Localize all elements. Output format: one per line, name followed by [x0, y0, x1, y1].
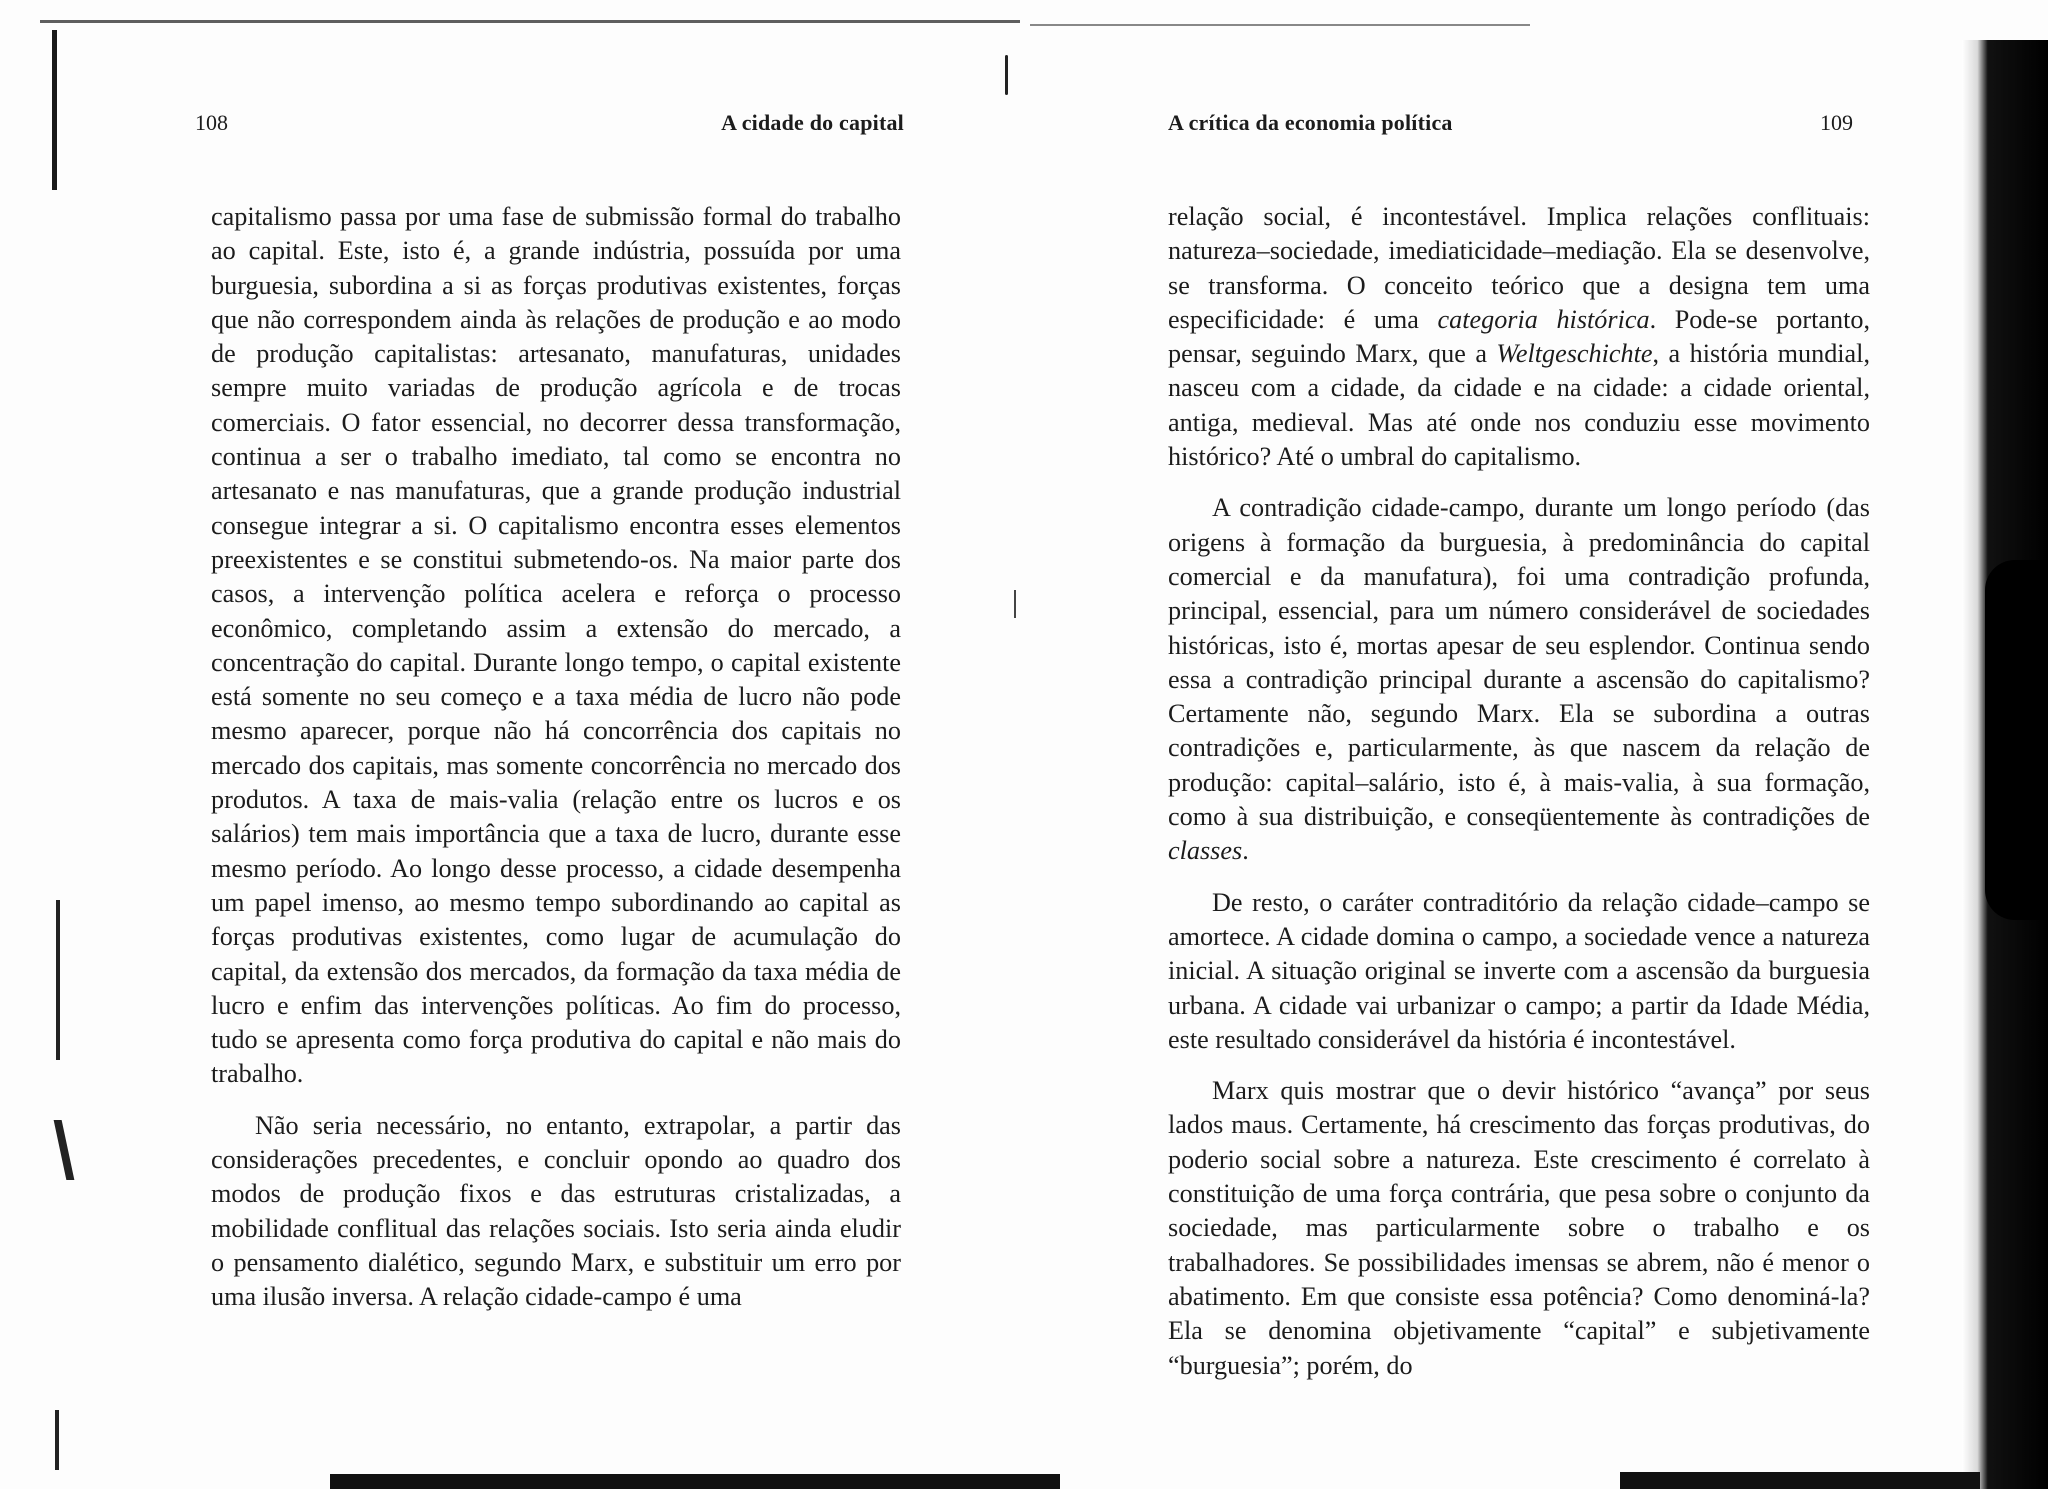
paragraph: [1168, 200, 1870, 474]
body-text: [211, 200, 901, 1315]
text-run: , a história mundial, nasceu com a cidade, da cidade e na cidade: a cidade oriental, antiga, medieval. Mas até onde nos conduziu esse movimento histórico? Até o umbral do capitalismo.: [1168, 339, 1871, 472]
running-head: A crítica da economia política: [1168, 110, 1453, 135]
text-run: relação social, é incontestável. Implica relações conflituais: natureza–sociedade, imediaticidade–mediação. Ela se desenvolve, se transforma. O conceito teórico que a designa tem uma especificidade: é uma: [1168, 202, 1870, 334]
left-page: [0, 0, 1010, 1489]
text-run: . Pode-se portanto, pensar, seguindo Marx, que a: [1168, 304, 1870, 369]
paragraph: De resto, o caráter contraditório da relação cidade–campo se amortece. A cidade domina o campo, a sociedade vence a natureza inicial. A situação original se inverte com a ascensão da burguesia urbana. A cidade vai urbanizar o campo; a partir da Idade Média, este resultado considerável da história é incontestável.: [1168, 887, 1870, 1054]
paragraph: Marx quis mostrar que o devir histórico “avança” por seus lados maus. Certamente, há crescimento das forças produtivas, do poderio social sobre a natureza. Este crescimento é correlato à constituição de uma força contrária, que pesa sobre o conjunto da sociedade, mas particularmente sobre o trabalho e os trabalhadores. Se possibilidades imensas se abrem, não é menor o abatimento. Em que consiste essa potência? Como denominá-la? Ela se denomina objetivamente “capital” e subjetivamente “burguesia”; porém, do: [1168, 1076, 1870, 1380]
right-page: [1010, 0, 2048, 1489]
paragraph: [1168, 491, 1870, 868]
page-number: 109: [1820, 110, 1853, 135]
text-run: .: [1242, 836, 1249, 866]
paragraph: capitalismo passa por uma fase de submissão formal do trabalho ao capital. Este, isto é, a grande indústria, possuída por uma burguesia, subordina a si as forças produtivas existentes, forças que não correspondem ainda às relações de produção e ao modo de produção capitalistas: artesanato, manufaturas, unidades sempre muito variadas de produção agrícola e de trocas comerciais. O fator essencial, no decorrer dessa transformação, continua a ser o trabalho imediato, tal como se encontra no artesanato e nas manufaturas, que a grande produção industrial consegue integrar a si. O capitalismo encontra esses elementos preexistentes e se constitui submetendo-os. Na maior parte dos casos, a intervenção política acelera e reforça o processo econômico, completando assim a extensão do mercado, a concentração do capital. Durante longo tempo, o capital existente está somente no seu começo e a taxa média de lucro não pode mesmo aparecer, porque não há concorrência dos capitais no mercado dos capitais, mas somente concorrência no mercado dos produtos. A taxa de mais-valia (relação entre os lucros e os salários) tem mais importância que a taxa de lucro, durante esse mesmo período. Ao longo desse processo, a cidade desempenha um papel imenso, ao mesmo tempo subordinando ao capital as forças produtivas existentes, como lugar de acumulação do capital, da extensão dos mercados, da formação da taxa média de lucro e enfim das intervenções políticas. Ao fim do processo, tudo se apresenta como força produtiva do capital e não mais do trabalho.: [211, 202, 901, 1089]
body-text: [1168, 200, 1870, 1383]
running-head: A cidade do capital: [721, 110, 904, 135]
paragraph: Não seria necessário, no entanto, extrapolar, a partir das considerações precedentes, e concluir opondo ao quadro dos modos de produção fixos e das estruturas cristalizadas, a mobilidade conflitual das relações sociais. Isto seria ainda eludir o pensamento dialético, segundo Marx, e substituir um erro por uma ilusão inversa. A relação cidade-campo é uma: [211, 1110, 901, 1312]
emphasis: Weltgeschichte: [1496, 339, 1653, 369]
emphasis: classes: [1168, 836, 1243, 866]
page-number: 108: [195, 110, 228, 135]
emphasis: categoria histórica: [1437, 304, 1650, 334]
text-run: A contradição cidade-campo, durante um longo período (das origens à formação da burguesia, à predominância do capital comercial e da manufatura), foi uma contradição profunda, principal, essencial, para um número considerável de sociedades históricas, isto é, mortas apesar de seu esplendor. Continua sendo essa a contradição principal durante a ascensão do capitalismo? Certamente não, segundo Marx. Ela se subordina a outras contradições e, particularmente, às que nascem da relação de produção: capital–salário, isto é, à mais-valia, à sua formação, como à sua distribuição, e conseqüentemente às contradições de: [1168, 493, 1870, 832]
